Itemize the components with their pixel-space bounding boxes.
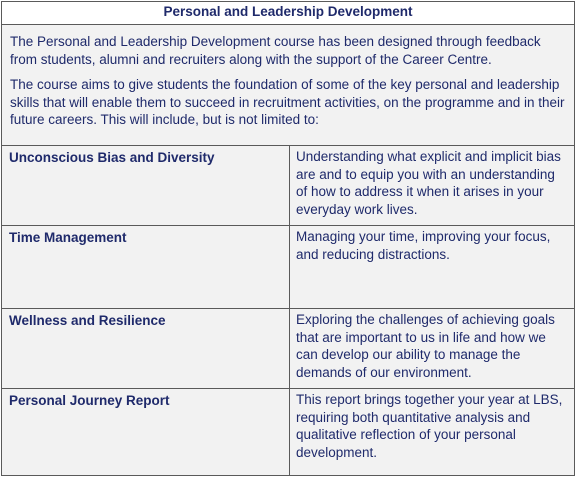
intro-section xyxy=(2,25,574,146)
topic-name: Wellness and Resilience xyxy=(2,309,290,388)
table-row xyxy=(2,146,574,226)
topic-name: Personal Journey Report xyxy=(2,389,290,476)
intro-paragraph-1: The Personal and Leadership Development course has been designed through feedback from students, alumni and recruiters along with the support of the Career Centre. xyxy=(10,34,541,67)
intro-paragraph-2: The course aims to give students the foundation of some of the key personal and leadership skills that will enable them to succeed in recruitment activities, on the programme and in their future careers. This will include, but is not limited to: xyxy=(10,77,565,127)
table-row xyxy=(2,309,574,389)
course-info-table xyxy=(1,1,575,476)
topic-name: Time Management xyxy=(2,226,290,308)
topic-description: Understanding what explicit and implicit bias are and to equip you with an understanding of how to address it when it arises in your everyday work lives. xyxy=(296,149,561,217)
topic-name: Unconscious Bias and Diversity xyxy=(2,146,290,225)
table-row xyxy=(2,389,574,476)
topic-description: Exploring the challenges of achieving goals that are important to us in life and how we can develop our ability to manage the demands of our environment. xyxy=(296,312,555,380)
table-title: Personal and Leadership Development xyxy=(2,2,574,25)
topic-description: This report brings together your year at LBS, requiring both quantitative analysis and qualitative reflection of your personal development. xyxy=(296,392,563,460)
topic-description: Managing your time, improving your focus, and reducing distractions. xyxy=(296,229,551,262)
table-row xyxy=(2,226,574,309)
